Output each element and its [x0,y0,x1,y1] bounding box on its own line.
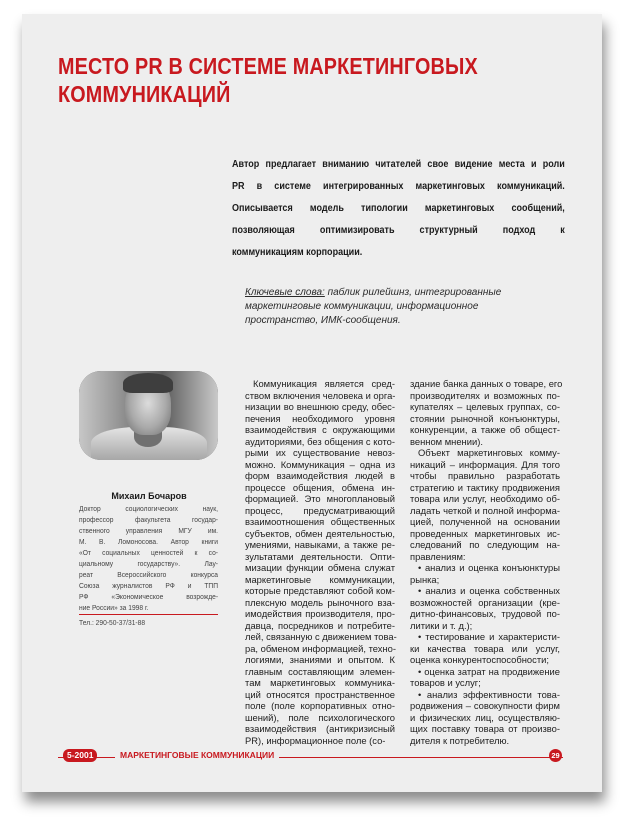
body-line: правлениям: [410,550,466,562]
article-lead: Автор предлагает вниманию читателей свое видение места и роли PR в системе интегрированных маркетинговых коммуникаций. Описывается модель типологии маркетинговых сообщений, позволяющая оптимизировать структурный подход к коммуникациям корпорации. [232,158,565,258]
body-column-1 [245,378,395,746]
body-line: зультатами деятельности. Опти- [245,550,395,562]
body-line: • анализ и оценка собственных [418,585,560,596]
author-bio: Доктор социологических наук, профессор факультета государ- ственного управления МГУ им. М. В. Ломоносова. Автор книги «От социальных ценностей к со- циальному государству». Лау- реат Всероссийского конкурса Союза журналистов РФ и ТПП РФ «Экономическое возрожде- ние России» за 1998 г. [79,504,219,612]
body-line: никаций – информация. Для того [410,458,560,470]
author-phone: Тел.: 290-50-37/31-88 [79,618,146,627]
body-line: щих поставку товара от произво- [410,723,560,734]
body-line: главным составляющим элемен- [245,665,395,677]
body-line: имодействия производителя, про- [245,608,395,619]
body-line: ладать четкой и полной информа- [410,504,560,516]
body-line: • анализ эффективности това- [418,688,560,700]
body-line: там маркетинговых коммуника- [245,677,395,688]
body-line: маркетинговые коммуникации, [245,573,395,585]
body-line: возможностей организации (кре- [410,596,560,608]
body-line: аудиториями, без общения с кото- [245,435,395,447]
body-line: цией, полученной на основании [410,516,560,527]
body-column-2 [410,378,563,746]
body-line: плексную модель рыночного вза- [245,596,395,608]
article-title: МЕСТО PR В СИСТЕМЕ МАРКЕТИНГОВЫХ КОММУНИКАЦИЙ [58,53,478,107]
body-line: оценка конкурентоспособности; [410,654,549,665]
issue-badge: 5-2001 [63,749,97,762]
body-line: рынка; [410,573,440,585]
body-line: конкуренции, а также об общест- [410,424,560,435]
body-line: шений), поле психологического [245,711,395,723]
body-line: субъектов, обмен деятельностью, [245,527,395,539]
body-line: проведенных маркетинговых ис- [410,527,560,539]
body-line: дитно-финансовых, трудовой по- [410,608,560,619]
body-line: умениями, навыками, а также ре- [245,539,395,550]
body-line: • тестирование и характеристи- [418,631,560,642]
author-photo [79,371,218,460]
body-line: мизации функции обмена служат [245,562,395,573]
footer-section-title: МАРКЕТИНГОВЫЕ КОММУНИКАЦИИ [115,749,279,762]
body-line: взаимодействия (антикризисный [245,723,395,734]
body-line: форм взаимодействия людей в [245,470,395,481]
body-line: поле (поле корпоративных отно- [245,700,395,711]
body-line: ки качества товара или услуг, [410,642,560,654]
keywords: Ключевые слова: паблик рилейшнз, интегрированные маркетинговые коммуникации, информационное пространство, ИМК-сообщения. [245,286,545,328]
body-line: Объект маркетинговых комму- [418,447,560,458]
body-line: взаимодействия с окружающими [245,424,395,435]
author-name: Михаил Бочаров [111,491,187,501]
body-line: печения необходимого уровня [245,412,395,424]
keywords-label: Ключевые слова: [245,287,325,298]
body-line: чтобы правильно разработать [410,470,560,481]
body-line: и физических лиц, осуществляю- [410,711,560,723]
body-line: • оценка затрат на продвижение [418,665,560,677]
body-line: процесс, предусматривающий [245,504,395,516]
body-line: взаимоотношения общественных [245,516,395,527]
body-line: литики и т. д.); [410,619,473,631]
body-line: товара или услуг, необходимо об- [410,493,560,504]
keywords-line-1: Ключевые слова: паблик рилейшнз, интегрированные [245,287,502,298]
body-line: низации во внешнюю среду, обес- [245,401,395,412]
body-line: формацией. Это многоплановый [245,493,395,504]
body-line: производителях и возможных по- [410,389,560,401]
body-line: венном мнении). [410,435,483,447]
body-line: здание банка данных о товаре, его [410,378,563,389]
body-line: PR), информационное поле (со- [245,734,386,746]
body-line: следований по следующим на- [410,539,560,550]
body-line: родвижения – совокупности фирм [410,700,560,711]
body-line: ций относятся пространственное [245,688,395,700]
body-line: купателях – целевых группах, со- [410,401,560,412]
page-number: 29 [549,749,562,762]
body-line: стратегию и тактику продвижения [410,481,560,493]
body-line: которые представляют собой ком- [245,585,395,596]
author-divider [79,614,218,615]
body-line: давца, посредников и потребите- [245,619,395,631]
body-line: товаров и услуг; [410,677,481,688]
body-line: • анализ и оценка конъюнктуры [418,562,560,573]
body-line: рыми их существование невоз- [245,447,395,458]
body-line: можно. Коммуникация – одна из [245,458,395,470]
body-line: лей, связанную с движением това- [245,631,397,642]
body-line: ством включения человека и орга- [245,389,396,401]
body-line: дителя к потребителю. [410,734,510,746]
body-line: процессе общения, обмена ин- [245,481,395,493]
body-line: стоянии рыночной конъюнктуры, [410,412,560,424]
body-line: ра, обменом информацией, техно- [245,642,396,654]
body-line: Коммуникация является сред- [253,378,395,389]
body-line: логиями, знаниями и опытом. К [245,654,395,665]
